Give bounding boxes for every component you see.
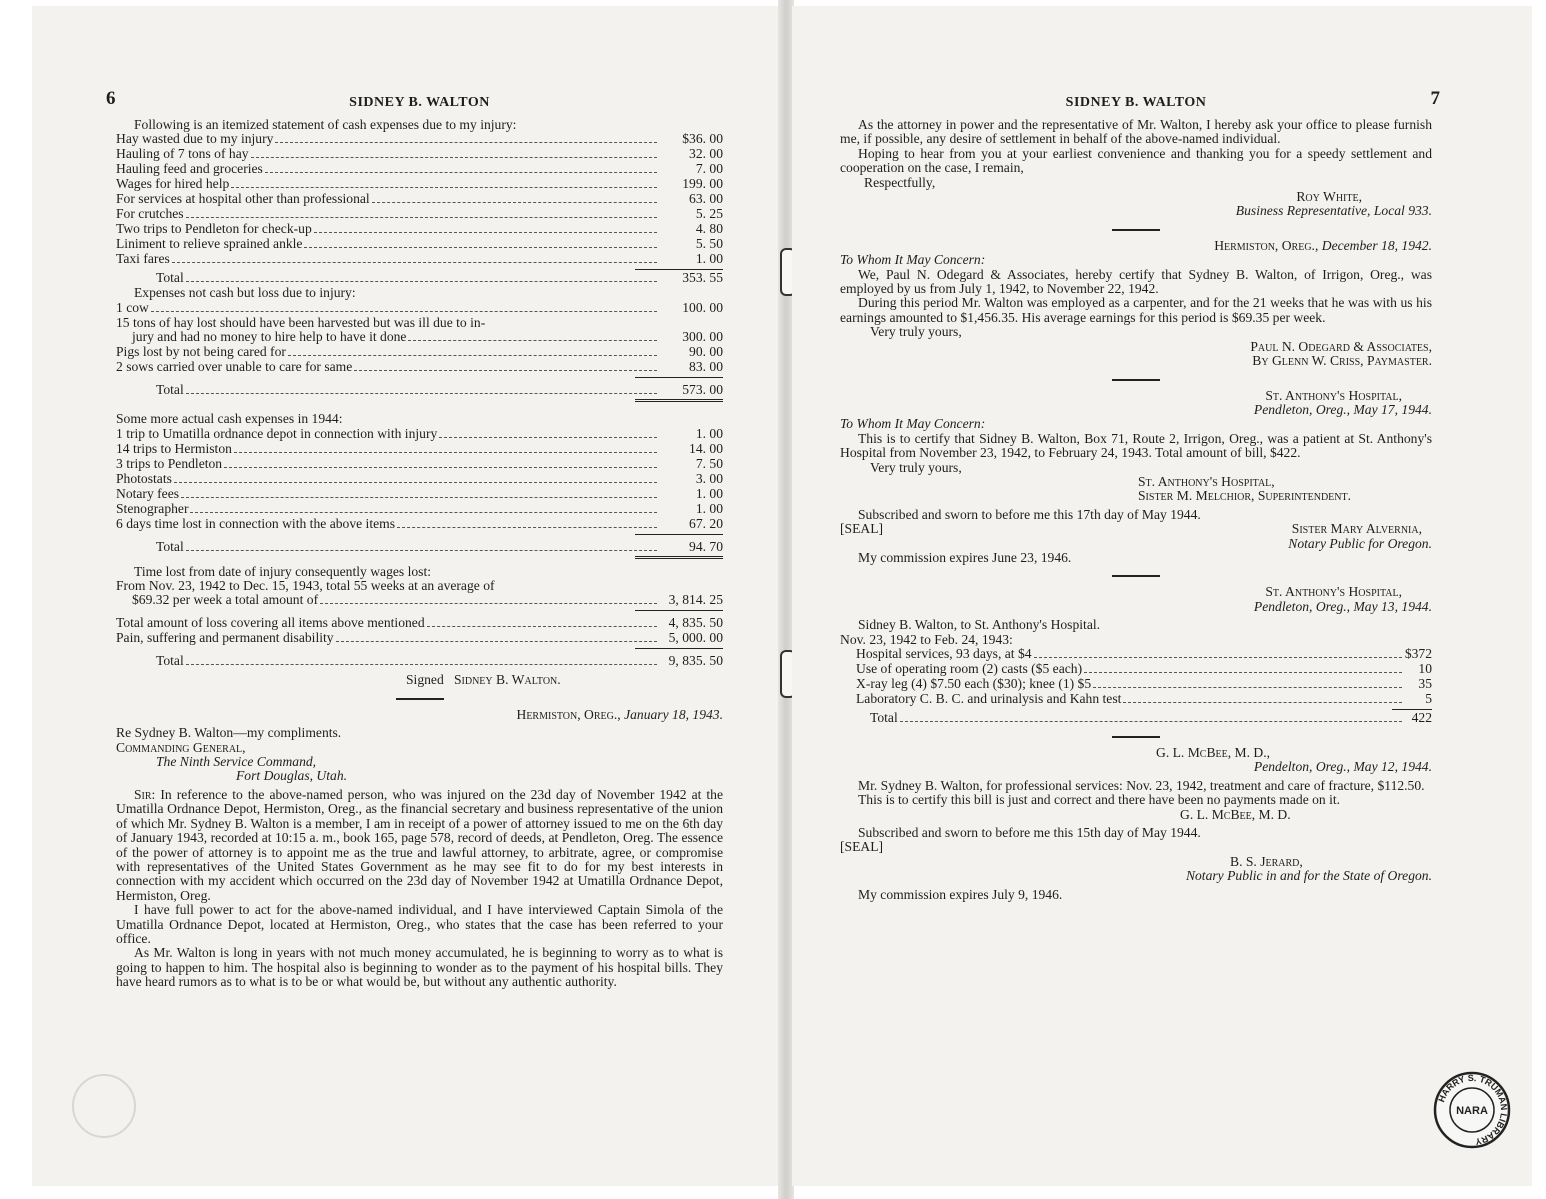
sum-rule <box>635 377 723 378</box>
signature-line: Signed Sidney B. Walton. <box>406 672 561 688</box>
signer-name: Sister M. Melchior, Superintendent. <box>1138 488 1352 504</box>
noncash-total-row: Total 573. 00 <box>156 382 723 398</box>
notary-name: B. S. Jerard, <box>1230 853 1303 869</box>
noncash-row: 2 sows carried over unable to care for same 83. 00 <box>116 359 723 375</box>
letter-paragraph: Hoping to hear from you at your earliest convenience and thanking you for a speedy settlement and cooperation on the case, I remain, <box>840 145 1432 176</box>
double-rule <box>635 399 723 402</box>
section-separator <box>1112 379 1160 381</box>
time-line: From Nov. 23, 1942 to Dec. 15, 1943, total 55 weeks at an average of <box>116 578 495 594</box>
bill-period: Nov. 23, 1942 to Feb. 24, 1943: <box>840 631 1013 647</box>
hospital-name: St. Anthony's Hospital, <box>1265 584 1402 600</box>
noncash-row: 1 cow 100. 00 <box>116 299 723 315</box>
faded-library-stamp <box>72 1074 136 1138</box>
more-expense-row: Notary fees 1. 00 <box>116 485 723 501</box>
section-separator <box>1112 575 1160 577</box>
stamp-icon <box>1432 1070 1512 1150</box>
closing: Respectfully, <box>864 174 936 190</box>
commission-expiry: My commission expires June 23, 1946. <box>858 549 1072 565</box>
signer-name: Paul N. Odegard & Associates, <box>1250 338 1432 354</box>
noncash-row: jury and had no money to hire help to have it done 300. 00 <box>132 329 723 345</box>
running-header <box>106 88 723 112</box>
signer-by: By Glenn W. Criss, Paymaster. <box>1252 353 1432 369</box>
noncash-line: 15 tons of hay lost should have been harvested but was ill due to in- <box>116 314 486 330</box>
notary-title: Notary Public for Oregon. <box>1288 535 1432 551</box>
certificate-paragraph: We, Paul N. Odegard & Associates, hereby certify that Sydney B. Walton, of Irrigon, Oreg., was employed by us from July 1, 1942, to November 22, 1942. <box>840 266 1432 297</box>
doctor-name: G. L. McBee, M. D., <box>1156 745 1271 760</box>
commission-expiry: My commission expires July 9, 1946. <box>858 886 1063 902</box>
letter-paragraph: As the attorney in power and the representative of Mr. Walton, I hereby ask your office to please furnish me, if possible, any desire of settlement in behalf of the above-named individual. <box>840 117 1432 147</box>
running-head-title: SIDNEY B. WALTON <box>1065 95 1207 110</box>
section-separator <box>1112 229 1160 231</box>
double-rule <box>635 556 723 559</box>
cash-expense-row: Two trips to Pendleton for check-up 4. 80 <box>116 221 723 237</box>
notary-title: Notary Public in and for the State of Oregon. <box>1185 868 1432 884</box>
right-page <box>792 6 1532 1186</box>
loss-list <box>116 616 723 646</box>
noncash-intro: Expenses not cash but loss due to injury: <box>134 285 356 301</box>
more-expense-row: 14 trips to Hermiston 14. 00 <box>116 440 723 456</box>
closing: Very truly yours, <box>870 459 962 475</box>
cash-expense-row: Hauling feed and groceries 7. 00 <box>116 161 723 177</box>
running-head-title: SIDNEY B. WALTON <box>349 95 490 110</box>
left-page-text <box>106 88 723 990</box>
bill-to: Sidney B. Walton, to St. Anthony's Hospital. <box>858 617 1101 633</box>
bill-total-row: Total 422 <box>870 710 1432 725</box>
sum-rule <box>635 610 723 611</box>
sum-rule <box>635 648 723 649</box>
sworn-statement: Subscribed and sworn to before me this 15th day of May 1944. <box>858 825 1201 841</box>
seal-label: [SEAL] <box>840 839 884 855</box>
signer-title: Business Representative, Local 933. <box>1235 203 1432 219</box>
more-expense-row: 3 trips to Pendleton 7. 50 <box>116 455 723 471</box>
addressee-line: The Ninth Service Command, <box>156 754 317 770</box>
page-number: 7 <box>1430 88 1440 109</box>
loss-row: Total amount of loss covering all items above mentioned 4, 835. 50 <box>116 615 723 631</box>
cash-expense-row: Liniment to relieve sprained ankle 5. 50 <box>116 236 723 252</box>
cash-expense-row: Wages for hired help 199. 00 <box>116 176 723 192</box>
certificate-dateline: Hermiston, Oreg., December 18, 1942. <box>1214 237 1432 253</box>
cash-expense-row: Hauling of 7 tons of hay 32. 00 <box>116 146 723 162</box>
cash-expense-row: Taxi fares 1. 00 <box>116 251 723 267</box>
letter-paragraph: I have full power to act for the above-named individual, and I have interviewed Captain Simola of the Umatilla Ordnance Depot, located at Hermiston, Oreg., who states that the case has been referred to your office. <box>116 902 723 946</box>
section-separator <box>1112 736 1160 738</box>
addressee-line: Fort Douglas, Utah. <box>236 768 348 784</box>
left-page <box>32 6 780 1186</box>
closing: Very truly yours, <box>870 324 962 340</box>
doctor-signature: G. L. McBee, M. D. <box>1180 806 1291 822</box>
letter-re: Re Sydney B. Walton—my compliments. <box>116 725 342 741</box>
svg-text:HARRY S. TRUMAN LIBRARY: HARRY S. TRUMAN LIBRARY <box>1436 1072 1510 1147</box>
time-intro: Time lost from date of injury consequently wages lost: <box>134 563 432 579</box>
bill-item-row: X-ray leg (4) $7.50 each ($30); knee (1) $5 35 <box>856 676 1432 691</box>
hospital-name: St. Anthony's Hospital, <box>1265 387 1402 403</box>
bill-total-wrap <box>840 711 1432 726</box>
time-row: $69.32 per week a total amount of 3, 814. 25 <box>132 592 723 608</box>
cash-intro: Following is an itemized statement of cash expenses due to my injury: <box>134 117 517 132</box>
cash-total-row: Total 353. 55 <box>156 270 723 286</box>
cash-expense-list <box>116 132 723 267</box>
bill-item-row: Hospital services, 93 days, at $4 $372 <box>856 646 1432 661</box>
more-expense-row: 6 days time lost in connection with the above items 67. 20 <box>116 515 723 531</box>
more-total-row: Total 94. 70 <box>156 538 723 554</box>
cash-expense-row: For crutches 5. 25 <box>116 206 723 222</box>
noncash-row: Pigs lost by not being cared for 90. 00 <box>116 344 723 360</box>
loss-row: Pain, suffering and permanent disability 5, 000. 00 <box>116 630 723 646</box>
signer-org: St. Anthony's Hospital, <box>1138 473 1275 489</box>
letter-paragraph: As Mr. Walton is long in years with not much money accumulated, he is beginning to worry as to what is going to happen to him. The hospital also is beginning to wonder as to the payment of his hospital bills. They have heard rumors as to what is to be or what would be, but without any authentic authority. <box>116 945 723 990</box>
letter-dateline: Hermiston, Oreg., January 18, 1943. <box>516 706 723 722</box>
doctor-paragraph: This is to certify this bill is just and correct and there have been no payments made on it. <box>858 792 1341 808</box>
doctor-paragraph: Mr. Sydney B. Walton, for professional services: Nov. 23, 1942, treatment and care of fracture, $112.50. <box>858 777 1425 793</box>
page-number: 6 <box>106 88 116 109</box>
more-intro: Some more actual cash expenses in 1944: <box>116 411 343 427</box>
to-whom-heading: To Whom It May Concern: <box>840 252 986 268</box>
truman-library-stamp <box>1432 1070 1512 1150</box>
svg-text:NARA: NARA <box>1456 1105 1488 1117</box>
to-whom-heading: To Whom It May Concern: <box>840 416 986 432</box>
bill-items <box>840 647 1432 707</box>
hospital-dateline: Pendleton, Oreg., May 13, 1944. <box>1253 598 1432 614</box>
signer-name: Roy White, <box>1296 189 1362 205</box>
running-header <box>840 88 1440 112</box>
cash-expense-row: Hay wasted due to my injury $36. 00 <box>116 131 723 147</box>
certificate-paragraph: This is to certify that Sidney B. Walton, Box 71, Route 2, Irrigon, Oreg., was a patient at St. Anthony's Hospital from November 23, 1942, to February 24, 1943. Total amount of bill, $422. <box>840 430 1432 461</box>
bill-item-row: Laboratory C. B. C. and urinalysis and Kahn test 5 <box>856 691 1432 706</box>
addressee-line: Commanding General, <box>116 739 246 755</box>
hospital-dateline: Pendleton, Oreg., May 17, 1944. <box>1253 401 1432 417</box>
cash-expense-row: For services at hospital other than professional 63. 00 <box>116 191 723 207</box>
more-expense-row: Stenographer 1. 00 <box>116 500 723 516</box>
sum-rule <box>635 534 723 535</box>
right-page-text <box>840 88 1440 902</box>
grand-total-row: Total 9, 835. 50 <box>156 653 723 669</box>
bill-item-row: Use of operating room (2) casts ($5 each) 10 <box>856 661 1432 676</box>
letter-paragraph: Sir: In reference to the above-named person, who was injured on the 23d day of November 1942 at the Umatilla Ordnance Depot, Hermiston, Oreg., as the financial secretary and business representative of the union of which Mr. Sydney B. Walton is a member, I am in receipt of a power of attorney issued to me on the 6th day of January 1943, recorded at 10:15 a. m., book 165, page 578, record of deeds, at Pendleton, Oreg. The essence of the power of attorney is to appoint me as the true and lawful attorney, to arbitrate, agree, or compromise with representatives of the United States Government as he may see fit to do for my best interests in connection with my accident which occurred on the 23d day of November 1942 at Umatilla Ordnance Depot, Hermiston, Oreg. <box>116 786 723 903</box>
more-expense-row: Photostats 3. 00 <box>116 470 723 486</box>
certificate-paragraph: During this period Mr. Walton was employed as a carpenter, and for the 21 weeks that he was with us his earnings amounted to $1,456.35. His average earnings for this period is $69.35 per week. <box>840 295 1432 325</box>
section-separator <box>396 698 444 700</box>
more-expense-list <box>116 427 723 532</box>
sworn-statement: Subscribed and sworn to before me this 17th day of May 1944. <box>858 506 1201 522</box>
seal-row: [SEAL] Sister Mary Alvernia, <box>840 521 1422 537</box>
more-expense-row: 1 trip to Umatilla ordnance depot in connection with injury 1. 00 <box>116 425 723 441</box>
doctor-dateline: Pendelton, Oreg., May 12, 1944. <box>1253 759 1432 775</box>
